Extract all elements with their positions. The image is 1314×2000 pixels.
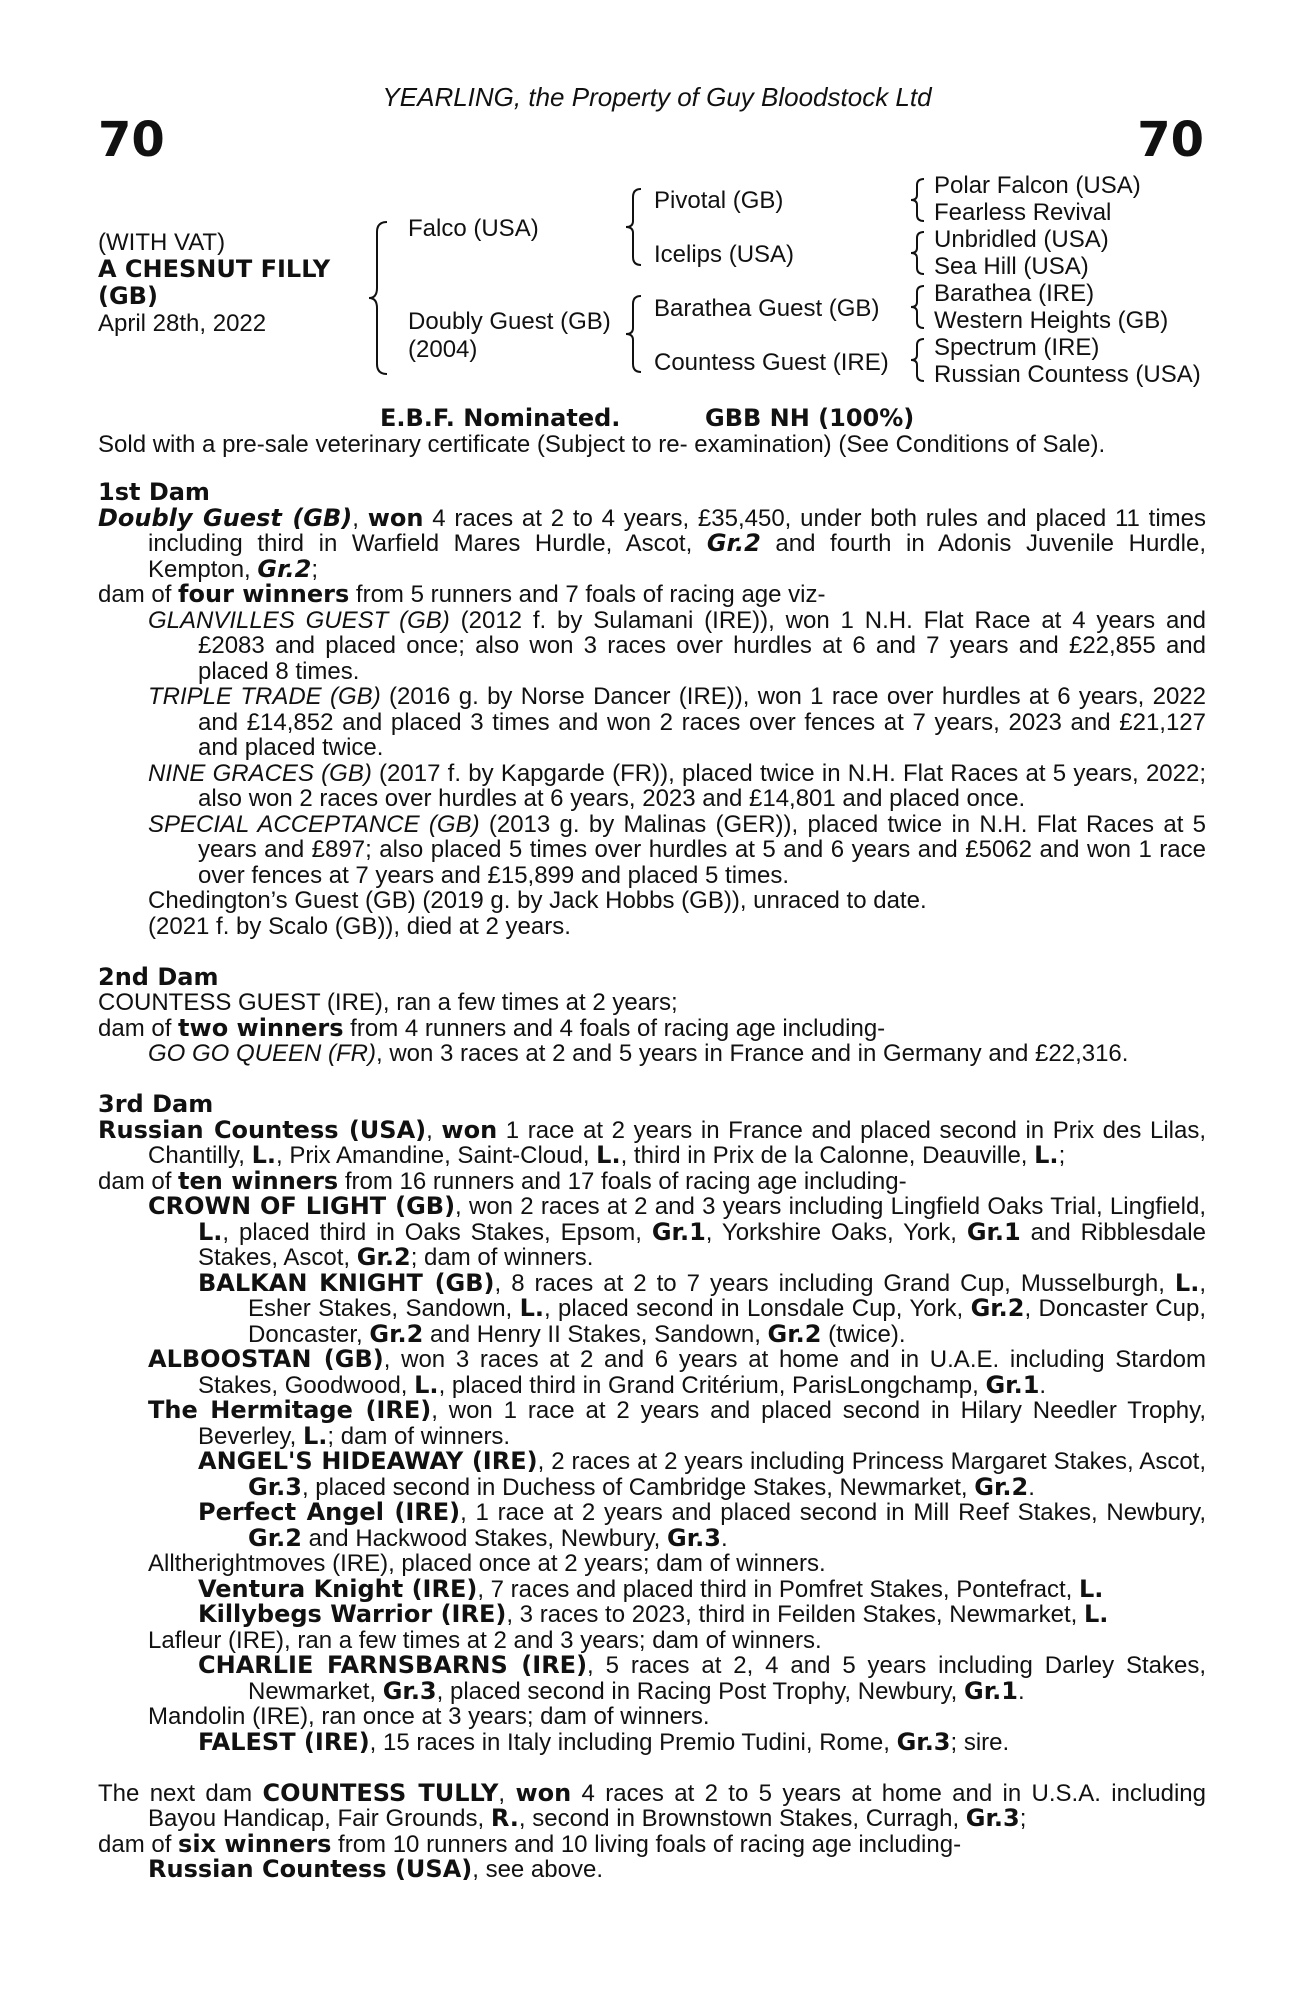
grade-label: L.: [1174, 1268, 1200, 1297]
grade-label: Gr.2: [356, 1243, 411, 1271]
produce-entry: [98, 812, 1206, 889]
pedigree-bracket-g2: [908, 228, 930, 278]
produce-name: CROWN OF LIGHT (GB): [148, 1192, 456, 1220]
produce-entry: [98, 1653, 1206, 1704]
pedigree-dam-dam: Countess Guest (IRE): [654, 349, 889, 376]
grade-label: L.: [302, 1421, 328, 1450]
produce-name: Killybegs Warrior (IRE): [198, 1600, 507, 1628]
produce-text: , placed second in Lonsdale Cup, York,: [544, 1295, 971, 1322]
first-dam-heading: 1st Dam: [98, 478, 210, 506]
record-text: 4 races at 2 to 4 years, £35,450, under both rules and placed 11 times including third in Warfield Mares Hurdle, Ascot,: [148, 504, 1206, 557]
record-text: ;: [1019, 1805, 1027, 1832]
first-dam-produce-summary: [98, 582, 1206, 608]
first-dam-name: Doubly Guest (GB): [98, 503, 353, 532]
produce-entry: Alltherightmoves (IRE), placed once at 2 years; dam of winners.: [148, 1550, 826, 1577]
produce-text: (twice).: [821, 1320, 906, 1348]
lot-number-right: 70: [1137, 112, 1204, 168]
produce-text: , Doncaster Cup, Doncaster,: [248, 1295, 1206, 1348]
pedigree-dam-year: (2004): [408, 336, 478, 363]
grade-label: L.: [251, 1141, 277, 1169]
pedigree-bracket-g1: [908, 175, 930, 225]
produce-entry: [98, 1347, 1206, 1398]
produce-name: TRIPLE TRADE (GB): [148, 683, 381, 710]
vat-note: (WITH VAT): [98, 229, 226, 256]
produce-entry: Mandolin (IRE), ran once at 3 years; dam of winners.: [148, 1703, 710, 1730]
produce-text: ; dam of winners.: [410, 1244, 594, 1271]
pedigree-g1: Polar Falcon (USA): [934, 172, 1141, 199]
produce-entry: [98, 1041, 1206, 1067]
grade-label: Gr.2: [970, 1294, 1025, 1322]
summary-text: dam of: [98, 1014, 179, 1042]
next-dam-name: COUNTESS TULLY: [262, 1778, 499, 1807]
record-text: , Prix Amandine, Saint-Cloud,: [276, 1142, 597, 1169]
pedigree-sire-dam: Icelips (USA): [654, 241, 795, 268]
grade-label: Gr.1: [985, 1370, 1040, 1399]
next-dam-produce-summary: [98, 1829, 1206, 1858]
produce-text: , 5 races at 2, 4 and 5 years including Darley Stakes, Newmarket,: [248, 1652, 1207, 1705]
grade-label: Gr.2: [767, 1319, 822, 1348]
ebf-nomination: E.B.F. Nominated.: [380, 404, 621, 432]
summary-text: from 16 runners and 17 foals of racing age including-: [338, 1167, 907, 1195]
record-text: 1 race at 2 years in France and placed second in Prix des Lilas, Chantilly,: [148, 1116, 1207, 1169]
pedigree-bracket-g3: [908, 282, 930, 332]
produce-entry: [98, 684, 1206, 761]
vet-certificate-note: Sold with a pre-sale veterinary certificate (Subject to re- examination) (See Conditions of Sale).: [98, 431, 1106, 458]
gbb-nomination: GBB NH (100%): [705, 404, 915, 432]
pedigree-dam: Doubly Guest (GB): [408, 308, 611, 335]
produce-text: , placed third in Grand Critérium, ParisLongchamp,: [438, 1371, 986, 1399]
grade-label: Gr.1: [651, 1217, 706, 1246]
foaling-date: April 28th, 2022: [98, 310, 267, 337]
produce-text: ; sire.: [950, 1728, 1010, 1756]
summary-text: from 5 runners and 7 foals of racing age viz-: [349, 581, 826, 608]
grade-label: Gr.1: [964, 1676, 1018, 1705]
grade-label: R.: [490, 1804, 519, 1832]
record-text: ,: [498, 1779, 516, 1807]
produce-text: .: [1028, 1473, 1035, 1501]
third-dam-name: Russian Countess (USA): [98, 1115, 427, 1144]
grade-label: L.: [596, 1141, 621, 1169]
produce-text: , 7 races and placed third in Pomfret Stakes, Pontefract,: [477, 1575, 1079, 1603]
produce-entry: [98, 1500, 1206, 1551]
grade-label: Gr.3: [667, 1523, 721, 1552]
third-dam-produce-summary: [98, 1166, 1206, 1195]
produce-entry: [98, 1727, 1206, 1756]
grade-label: L.: [1083, 1600, 1109, 1628]
produce-text: (2013 g. by Malinas (GER)), placed twice in N.H. Flat Races at 5 years and £897; also placed 5 times over hurdles at 5 and 6 years and £5062 and won 1 race over fences at 7 years and £15,899 and placed 5 times.: [198, 810, 1207, 889]
produce-entry: [98, 761, 1206, 812]
produce-text: , placed second in Racing Post Trophy, Newbury,: [436, 1677, 965, 1705]
winners-count: two winners: [178, 1013, 344, 1042]
summary-text: dam of: [98, 1830, 179, 1858]
produce-text: .: [1039, 1371, 1047, 1399]
pedigree-sire-sire: Pivotal (GB): [654, 187, 784, 214]
second-dam-produce-summary: [98, 1013, 1206, 1042]
produce-text: , won 2 races at 2 and 3 years including Lingfield Oaks Trial, Lingfield,: [455, 1193, 1206, 1220]
produce-entry: (2021 f. by Scalo (GB)), died at 2 years.: [148, 912, 571, 940]
record-text: The next dam: [98, 1779, 263, 1807]
produce-text: , Esher Stakes, Sandown,: [248, 1269, 1207, 1322]
pedigree-sire: Falco (USA): [408, 215, 539, 242]
produce-text: and Henry II Stakes, Sandown,: [423, 1320, 768, 1348]
lot-name-country: (GB): [98, 282, 158, 310]
produce-name: GLANVILLES GUEST (GB): [148, 606, 450, 634]
produce-entry: [98, 1268, 1207, 1348]
produce-text: , 2 races at 2 years including Princess Margaret Stakes, Ascot,: [537, 1448, 1207, 1475]
record-text: , second in Brownstown Stakes, Curragh,: [518, 1805, 966, 1832]
winners-count: six winners: [178, 1829, 332, 1858]
lot-name: A CHESNUT FILLY: [98, 255, 331, 283]
record-text: ;: [311, 555, 319, 583]
lot-number-left: 70: [98, 112, 165, 168]
summary-text: dam of: [98, 1167, 179, 1195]
won-label: won: [441, 1115, 498, 1144]
produce-entry: [98, 1602, 1206, 1628]
third-dam-record: Russian Countess (USA), won 1 race at 2 years in France and placed second in Prix des Lilas, Chantilly, L., Prix Amandine, Saint-Cloud, L., third in Prix de la Calonne, Deauville, L.;: [98, 1115, 1207, 1169]
grade-label: Gr.3: [382, 1676, 437, 1705]
won-label: won: [515, 1778, 572, 1807]
second-dam-record: COUNTESS GUEST (IRE), ran a few times at 2 years;: [98, 989, 678, 1016]
produce-entry: [98, 608, 1206, 685]
produce-text: , 8 races at 2 to 7 years including Grand Cup, Musselburgh,: [494, 1269, 1175, 1297]
produce-text: .: [1017, 1677, 1025, 1705]
pedigree-g7: Spectrum (IRE): [934, 334, 1100, 361]
grade-label: Gr.2: [974, 1472, 1029, 1501]
grade-label: Gr.2: [369, 1319, 424, 1348]
produce-name: GO GO QUEEN (FR): [148, 1040, 376, 1067]
record-text: , third in Prix de la Calonne, Deauville,: [620, 1142, 1035, 1169]
grade-label: Gr.2: [706, 529, 761, 557]
produce-name: The Hermitage (IRE): [148, 1396, 432, 1424]
produce-text: , Yorkshire Oaks, York,: [705, 1218, 967, 1246]
pedigree-g2: Fearless Revival: [934, 199, 1112, 226]
produce-text: , 1 race at 2 years and placed second in Mill Reef Stakes, Newbury,: [460, 1499, 1206, 1526]
produce-text: , won 3 races at 2 and 6 years at home and in U.A.E. including Stardom Stakes, Goodwood,: [198, 1346, 1207, 1399]
pedigree-g5: Barathea (IRE): [934, 280, 1095, 307]
pedigree-bracket-dam: [623, 292, 647, 376]
grade-label: Gr.2: [248, 1523, 302, 1552]
won-label: won: [367, 503, 424, 532]
produce-text: , placed second in Duchess of Cambridge Stakes, Newmarket,: [301, 1473, 975, 1501]
produce-text: (2017 f. by Kapgarde (FR)), placed twice in N.H. Flat Races at 5 years, 2022; also won 2 races over hurdles at 6 years, 2023 and £14,801 and placed once.: [198, 759, 1206, 812]
produce-name: Ventura Knight (IRE): [198, 1574, 478, 1603]
produce-name: CHARLIE FARNSBARNS (IRE): [198, 1651, 588, 1679]
produce-text: (2012 f. by Sulamani (IRE)), won 1 N.H. Flat Race at 4 years and £2083 and placed once; also won 3 races over hurdles at 6 and 7 years and £22,855 and placed 8 times.: [198, 606, 1206, 685]
produce-entry: Chedington’s Guest (GB) (2019 g. by Jack Hobbs (GB)), unraced to date.: [148, 887, 927, 914]
produce-text: , won 1 race at 2 years and placed second in Hilary Needler Trophy, Beverley,: [198, 1397, 1206, 1450]
pedigree-bracket-g4: [908, 335, 930, 385]
record-text: ;: [1058, 1142, 1066, 1169]
produce-name: NINE GRACES (GB): [148, 759, 372, 787]
produce-text: , placed third in Oaks Stakes, Epsom,: [222, 1218, 652, 1246]
grade-label: L.: [1034, 1141, 1059, 1169]
pedigree-g8: Russian Countess (USA): [934, 361, 1201, 388]
third-dam-heading: 3rd Dam: [98, 1090, 214, 1118]
produce-entry: [98, 1449, 1206, 1500]
produce-text: (2016 g. by Norse Dancer (IRE)), won 1 race over hurdles at 6 years, 2022 and £14,852 and placed 3 times and won 2 races over fences at 7 years, 2023 and £21,127 and placed twice.: [198, 683, 1206, 761]
pedigree-dam-sire: Barathea Guest (GB): [654, 295, 880, 322]
pedigree-g4: Sea Hill (USA): [934, 253, 1089, 280]
winners-count: four winners: [178, 580, 350, 608]
produce-name: Russian Countess (USA): [148, 1855, 473, 1883]
grade-label: L.: [519, 1294, 545, 1322]
produce-entry: [98, 1194, 1206, 1271]
first-dam-record: Doubly Guest (GB), won 4 races at 2 to 4 years, £35,450, under both rules and placed 11 times including third in Warfield Mares Hurdle, Ascot, Gr.2 and fourth in Adonis Juvenile Hurdle, Kempton, Gr.2;: [98, 503, 1206, 583]
summary-text: from 10 runners and 10 living foals of racing age including-: [331, 1830, 962, 1858]
produce-entry: [98, 1574, 1206, 1603]
pedigree-bracket-main: [365, 218, 395, 378]
grade-label: Gr.2: [257, 554, 312, 583]
produce-name: ANGEL'S HIDEAWAY (IRE): [198, 1447, 538, 1475]
produce-entry: Lafleur (IRE), ran a few times at 2 and 3 years; dam of winners.: [148, 1626, 822, 1654]
grade-label: Gr.3: [965, 1804, 1020, 1832]
produce-name: Perfect Angel (IRE): [198, 1498, 461, 1526]
grade-label: Gr.3: [896, 1727, 951, 1756]
second-dam-heading: 2nd Dam: [98, 962, 219, 991]
produce-text: , 3 races to 2023, third in Feilden Stakes, Newmarket,: [506, 1601, 1084, 1628]
next-dam-record: [98, 1778, 1206, 1832]
catalogue-header: YEARLING, the Property of Guy Bloodstock Ltd: [382, 82, 932, 112]
record-text: and fourth in Adonis Juvenile Hurdle, Kempton,: [148, 530, 1206, 583]
produce-text: , won 3 races at 2 and 5 years in France and in Germany and £22,316.: [376, 1040, 1129, 1067]
grade-label: L.: [1078, 1574, 1104, 1603]
produce-name: BALKAN KNIGHT (GB): [198, 1268, 495, 1297]
summary-text: from 4 runners and 4 foals of racing age including-: [343, 1014, 886, 1042]
winners-count: ten winners: [178, 1166, 339, 1195]
pedigree-g3: Unbridled (USA): [934, 226, 1109, 253]
summary-text: dam of: [98, 581, 179, 608]
produce-text: .: [720, 1524, 728, 1552]
produce-entry: [98, 1398, 1206, 1449]
produce-name: ALBOOSTAN (GB): [148, 1345, 384, 1373]
grade-label: Gr.1: [966, 1217, 1021, 1246]
produce-text: and Ribblesdale Stakes, Ascot,: [198, 1218, 1206, 1271]
produce-name: SPECIAL ACCEPTANCE (GB): [148, 810, 480, 838]
record-text: 4 races at 2 to 5 years at home and in U.S.A. including Bayou Handicap, Fair Grounds,: [148, 1779, 1206, 1832]
grade-label: L.: [198, 1217, 223, 1246]
produce-text: , 15 races in Italy including Premio Tudini, Rome,: [369, 1728, 897, 1756]
pedigree-bracket-sire: [623, 185, 647, 269]
produce-text: , see above.: [472, 1856, 603, 1883]
produce-text: ; dam of winners.: [327, 1422, 511, 1450]
produce-entry: [98, 1857, 1206, 1883]
pedigree-g6: Western Heights (GB): [934, 307, 1169, 334]
dam-line-body: [98, 480, 1206, 1883]
produce-name: FALEST (IRE): [198, 1727, 370, 1756]
grade-label: Gr.3: [248, 1472, 302, 1501]
produce-text: and Hackwood Stakes, Newbury,: [301, 1524, 667, 1552]
grade-label: L.: [414, 1370, 439, 1399]
